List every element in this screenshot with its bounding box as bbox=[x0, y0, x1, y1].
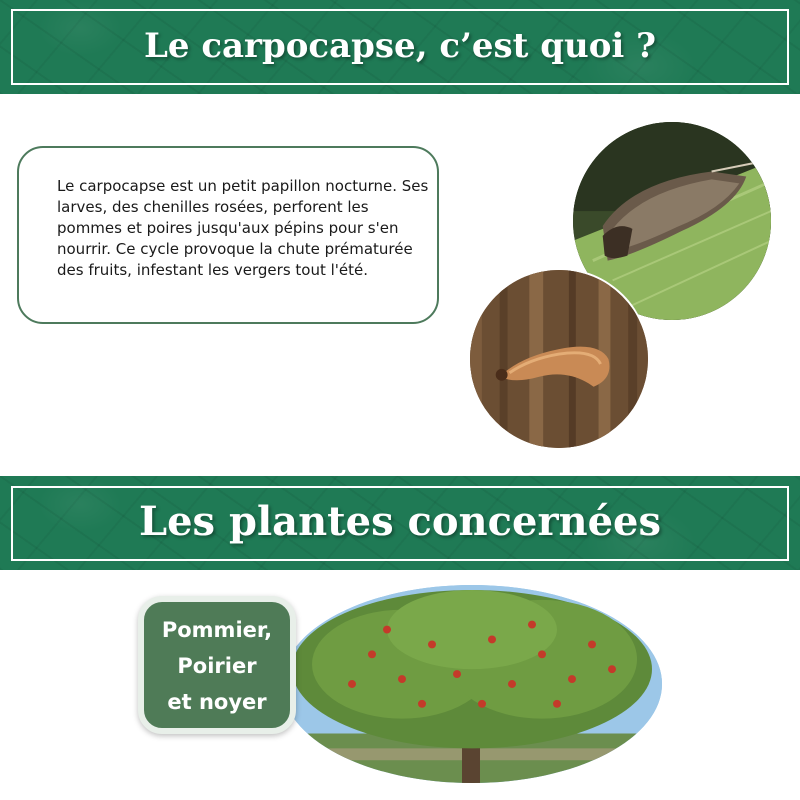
section-1-title: Le carpocapse, c’est quoi ? bbox=[143, 26, 657, 66]
plant-name-line: et noyer bbox=[167, 690, 267, 714]
section-2-banner bbox=[0, 476, 800, 570]
description-box bbox=[17, 146, 439, 324]
apple-tree-photo bbox=[282, 585, 662, 783]
section-2-title: Les plantes concernées bbox=[138, 498, 662, 545]
section-1-banner bbox=[0, 0, 800, 94]
description-text: Le carpocapse est un petit papillon nocturne. Ses larves, des chenilles rosées, perforent les pommes et poires jusqu'aux pépins pour s'en nourrir. Ce cycle provoque la chute prématurée des fruits, infestant les vergers tout l'été. bbox=[57, 177, 429, 279]
larva-photo bbox=[470, 270, 648, 448]
plants-label-box bbox=[138, 596, 296, 734]
plant-name-line: Poirier bbox=[177, 654, 257, 678]
plant-name-line: Pommier, bbox=[161, 618, 273, 642]
